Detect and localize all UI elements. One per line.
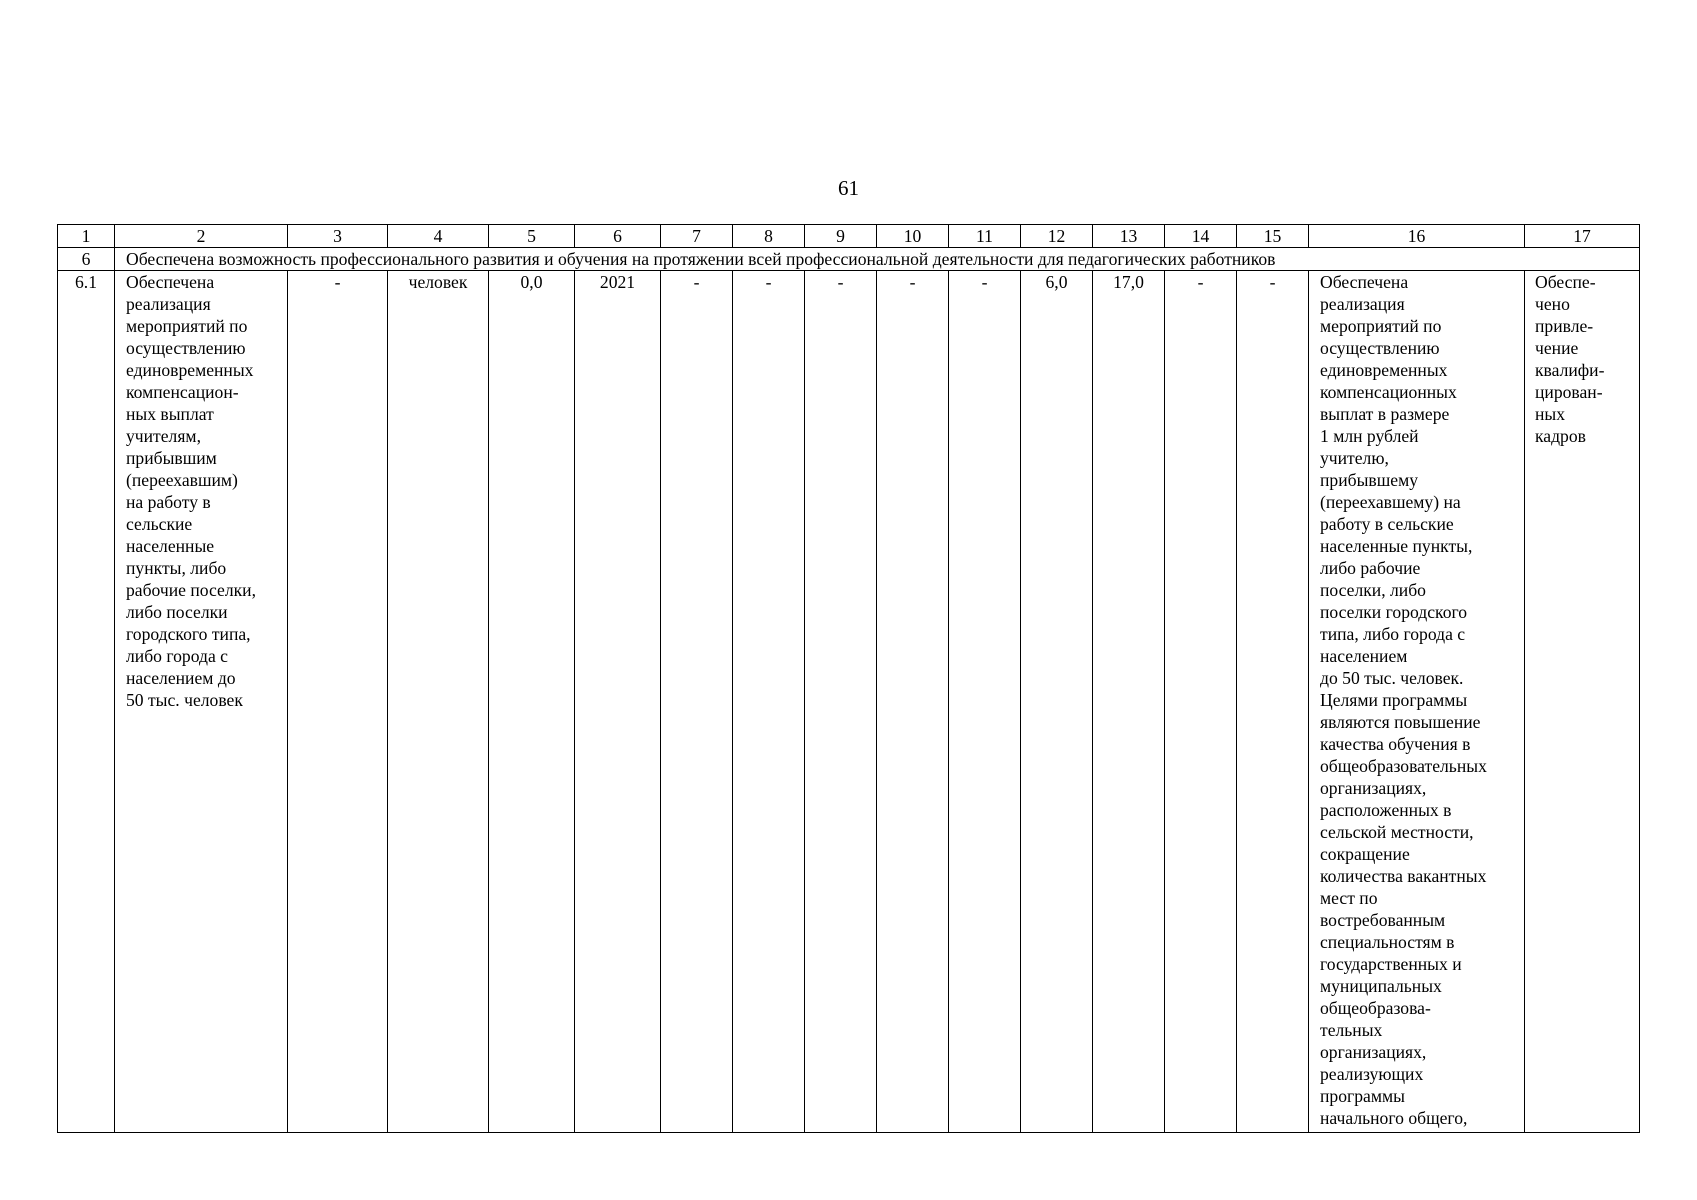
column-header: 2: [115, 225, 288, 248]
section-row: [58, 248, 1640, 271]
text-line: прибывшему: [1320, 470, 1418, 490]
text-line: общеобразова-: [1320, 998, 1431, 1018]
cell-col14: -: [1165, 271, 1237, 1133]
base-year-cell: 2021: [575, 271, 661, 1133]
text-line: организациях,: [1320, 778, 1427, 798]
text-line: работу в сельские: [1320, 514, 1454, 534]
text-line: населенные пункты,: [1320, 536, 1473, 556]
text-line: являются повышение: [1320, 712, 1481, 732]
text-line: осуществлению: [126, 338, 246, 358]
text-line: организациях,: [1320, 1042, 1427, 1062]
cell-col3: -: [288, 271, 388, 1133]
text-line: реализация: [1320, 294, 1405, 314]
text-line: единовременных: [126, 360, 254, 380]
cell-col15: -: [1237, 271, 1309, 1133]
cell-col10: -: [877, 271, 949, 1133]
text-line: Обеспечена: [1320, 272, 1409, 292]
table-row: [58, 271, 1640, 1133]
column-header: 15: [1237, 225, 1309, 248]
text-line: компенсационных: [1320, 382, 1457, 402]
text-line: сельской местности,: [1320, 822, 1474, 842]
text-line: выплат в размере: [1320, 404, 1450, 424]
text-line: реализация: [126, 294, 211, 314]
text-line: компенсацион-: [126, 382, 239, 402]
text-line: 1 млн рублей: [1320, 426, 1419, 446]
section-number: 6: [58, 248, 115, 271]
text-line: востребованным: [1320, 910, 1446, 930]
text-line: муниципальных: [1320, 976, 1442, 996]
text-line: ных выплат: [126, 404, 214, 424]
measure-description: [115, 271, 288, 1133]
cell-col8: -: [733, 271, 805, 1133]
row-number: 6.1: [58, 271, 115, 1133]
column-header: 1: [58, 225, 115, 248]
page-number: 61: [838, 176, 859, 200]
measures-table: [57, 224, 1640, 1133]
text-line: мест по: [1320, 888, 1378, 908]
cell-col12: 6,0: [1021, 271, 1093, 1133]
cell-col13: 17,0: [1093, 271, 1165, 1133]
text-line: качества обучения в: [1320, 734, 1471, 754]
text-line: (переехавшим): [126, 470, 238, 490]
result-description: [1309, 271, 1525, 1133]
text-line: привле-: [1535, 316, 1594, 336]
measure-description-text: [126, 271, 285, 711]
column-header: 8: [733, 225, 805, 248]
text-line: либо рабочие: [1320, 558, 1421, 578]
text-line: единовременных: [1320, 360, 1448, 380]
text-line: до 50 тыс. человек.: [1320, 668, 1464, 688]
text-line: поселки городского: [1320, 602, 1468, 622]
cell-col9: -: [805, 271, 877, 1133]
column-header: 16: [1309, 225, 1525, 248]
text-line: населением до: [126, 668, 236, 688]
text-line: сокращение: [1320, 844, 1410, 864]
effect-description: [1525, 271, 1640, 1133]
text-line: государственных и: [1320, 954, 1462, 974]
column-header: 4: [388, 225, 489, 248]
text-line: учителям,: [126, 426, 201, 446]
cell-col11: -: [949, 271, 1021, 1133]
column-header: 14: [1165, 225, 1237, 248]
text-line: чено: [1535, 294, 1570, 314]
column-header: 17: [1525, 225, 1640, 248]
text-line: тельных: [1320, 1020, 1383, 1040]
text-line: кадров: [1535, 426, 1586, 446]
text-line: квалифи-: [1535, 360, 1605, 380]
column-header: 5: [489, 225, 575, 248]
column-header: 3: [288, 225, 388, 248]
column-number-row: [58, 225, 1640, 248]
text-line: населением: [1320, 646, 1408, 666]
text-line: чение: [1535, 338, 1579, 358]
column-header: 10: [877, 225, 949, 248]
text-line: сельские: [126, 514, 193, 534]
text-line: цирован-: [1535, 382, 1603, 402]
text-line: мероприятий по: [1320, 316, 1442, 336]
text-line: пункты, либо: [126, 558, 227, 578]
text-line: либо поселки: [126, 602, 228, 622]
text-line: специальностям в: [1320, 932, 1455, 952]
column-header: 7: [661, 225, 733, 248]
text-line: осуществлению: [1320, 338, 1440, 358]
section-title: Обеспечена возможность профессионального развития и обучения на протяжении всей профессиональной деятельности для педагогических работников: [115, 248, 1640, 271]
text-line: учителю,: [1320, 448, 1389, 468]
text-line: Обеспечена: [126, 272, 215, 292]
column-header: 11: [949, 225, 1021, 248]
text-line: Целями программы: [1320, 690, 1468, 710]
text-line: 50 тыс. человек: [126, 690, 243, 710]
text-line: ных: [1535, 404, 1566, 424]
text-line: Обеспе-: [1535, 272, 1596, 292]
cell-col7: -: [661, 271, 733, 1133]
text-line: прибывшим: [126, 448, 217, 468]
text-line: либо города с: [126, 646, 228, 666]
column-header: 6: [575, 225, 661, 248]
text-line: расположенных в: [1320, 800, 1452, 820]
text-line: на работу в: [126, 492, 211, 512]
text-line: городского типа,: [126, 624, 251, 644]
result-description-text: [1320, 271, 1522, 1129]
column-header: 12: [1021, 225, 1093, 248]
column-header: 13: [1093, 225, 1165, 248]
text-line: начального общего,: [1320, 1108, 1468, 1128]
column-header: 9: [805, 225, 877, 248]
base-value-cell: 0,0: [489, 271, 575, 1133]
text-line: населенные: [126, 536, 215, 556]
text-line: рабочие поселки,: [126, 580, 256, 600]
text-line: типа, либо города с: [1320, 624, 1466, 644]
text-line: количества вакантных: [1320, 866, 1487, 886]
text-line: (переехавшему) на: [1320, 492, 1461, 512]
text-line: реализующих: [1320, 1064, 1424, 1084]
text-line: общеобразовательных: [1320, 756, 1487, 776]
effect-description-text: [1535, 271, 1637, 447]
text-line: мероприятий по: [126, 316, 248, 336]
text-line: программы: [1320, 1086, 1405, 1106]
text-line: поселки, либо: [1320, 580, 1426, 600]
unit-cell: человек: [388, 271, 489, 1133]
